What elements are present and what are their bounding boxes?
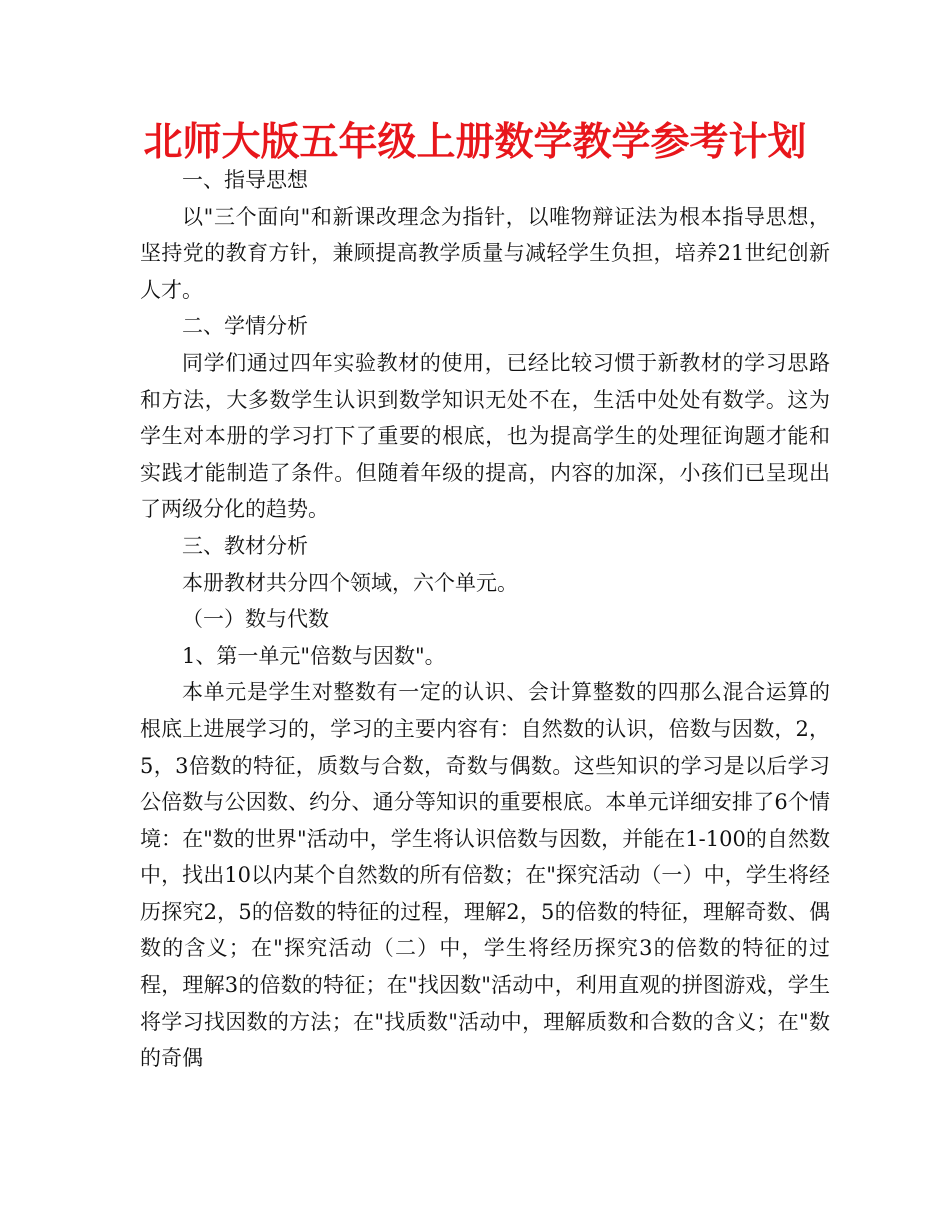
paragraph-guiding-ideology: 以"三个面向"和新课改理念为指针，以唯物辩证法为根本指导思想，坚持党的教育方针，兼顾提高教学质量与减轻学生负担，培养21世纪创新人才。: [140, 204, 830, 302]
document-title: 北师大版五年级上册数学教学参考计划: [143, 120, 807, 165]
section-heading-student-analysis: 二、学情分析: [182, 314, 308, 339]
section-heading-guiding-ideology: 一、指导思想: [182, 168, 308, 192]
paragraph-textbook-overview: 本册教材共分四个领域，六个单元。: [182, 570, 518, 595]
subsection-heading-numbers-algebra: （一）数与代数: [182, 607, 329, 632]
paragraph-unit-one: 本单元是学生对整数有一定的认识、会计算整数的四那么混合运算的根底上进展学习的，学习的主要内容有：自然数的认识，倍数与因数，2，5，3倍数的特征，质数与合数，奇数与偶数。这些知识的学习是以后学习公倍数与公因数、约分、通分等知识的重要根底。本单元详细安排了6个情境：在"数的世界"活动中，学生将认识倍数与因数，并能在1-100的自然数中，找出10以内某个自然数的所有倍数；在"探究活动（一）中，学生将经历探究2，5的倍数的特征的过程，理解2，5的倍数的特征，理解奇数、偶数的含义；在"探究活动（二）中，学生将经历探究3的倍数的特征的过程，理解3的倍数的特征；在"找因数"活动中，利用直观的拼图游戏，学生将学习找因数的方法；在"找质数"活动中，理解质数和合数的含义；在"数的奇偶: [140, 680, 830, 1071]
unit-heading-multiples-factors: 1、第一单元"倍数与因数"。: [182, 643, 446, 668]
document-body: [140, 162, 830, 1077]
section-heading-textbook-analysis: 三、教材分析: [182, 533, 308, 558]
paragraph-student-analysis: 同学们通过四年实验教材的使用，已经比较习惯于新教材的学习思路和方法，大多数学生认识到数学知识无处不在，生活中处处有数学。这为学生对本册的学习打下了重要的根底，也为提高学生的处理征询题才能和实践才能制造了条件。但随着年级的提高，内容的加深，小孩们已呈现出了两级分化的趋势。: [140, 350, 830, 522]
